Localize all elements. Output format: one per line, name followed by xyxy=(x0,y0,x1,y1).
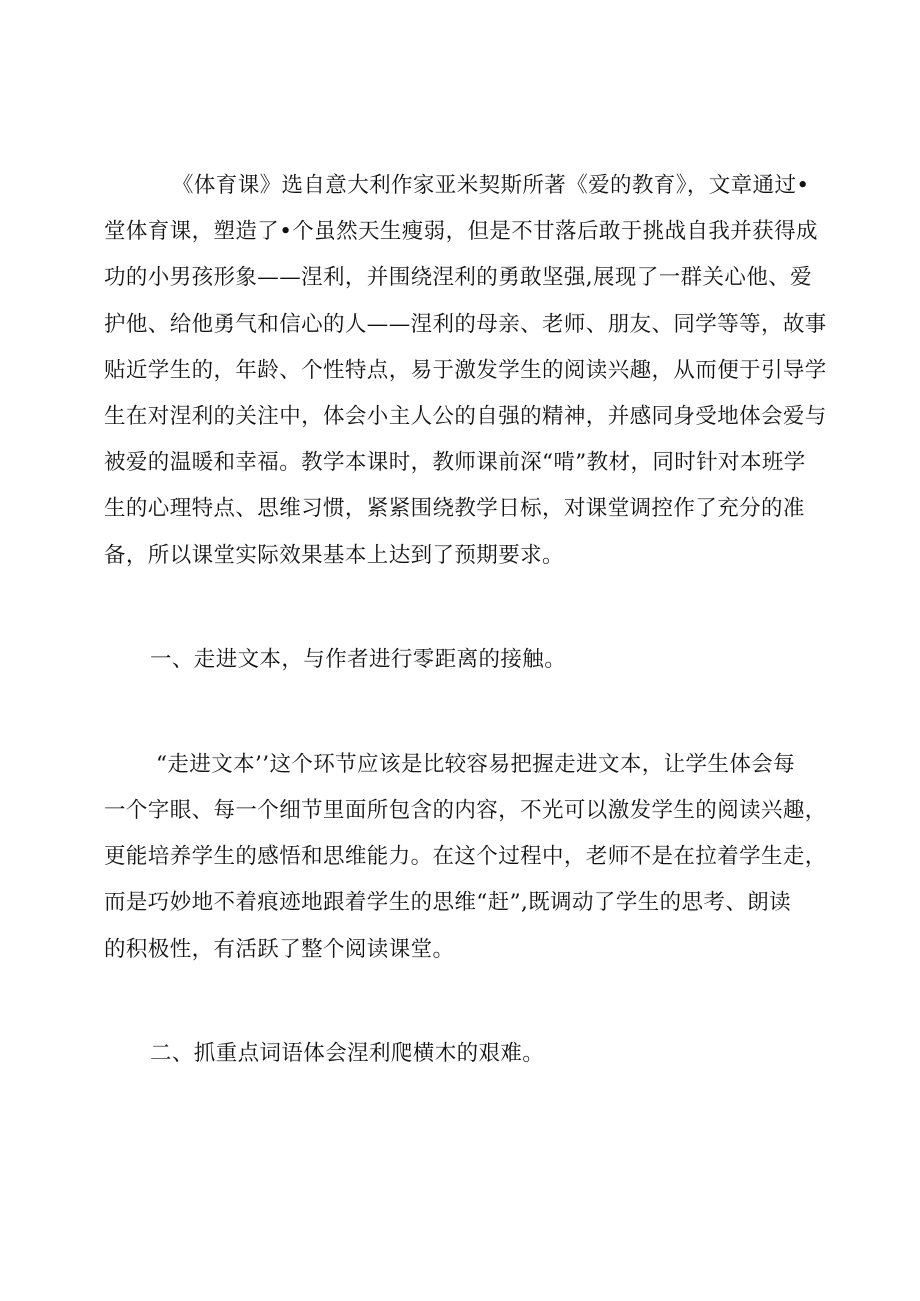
paragraph-1-line-3: 功的小男孩形象——涅利，并围绕涅利的勇敢坚强,展现了一群关心他、爱 xyxy=(104,265,813,290)
paragraph-2-line-4: 而是巧妙地不着痕迹地跟着学生的思维“赶”,既调动了学生的思考、朗读 xyxy=(104,890,792,915)
paragraph-1-line-9: 备，所以课堂实际效果基本上达到了预期要求。 xyxy=(104,543,564,568)
paragraph-2-line-2: 一个字眼、每一个细节里面所包含的内容，不光可以激发学生的阅读兴趣， xyxy=(104,798,827,823)
paragraph-2-line-1: “走进文本’’这个环节应该是比较容易把握走进文本，让学生体会每 xyxy=(156,752,796,777)
paragraph-1-line-8: 生的心理特点、思维习惯，紧紧围绕教学日标，对课堂调控作了充分的准 xyxy=(104,496,805,521)
paragraph-1-line-2: 堂体育课，塑造了•个虽然天生瘦弱，但是不甘落后敢于挑战自我并获得成 xyxy=(104,219,818,244)
paragraph-1-line-1: 《体育课》选自意大利作家亚米契斯所著《爱的教育》，文章通过• xyxy=(172,173,810,198)
paragraph-1-line-4: 护他、给他勇气和信心的人——涅利的母亲、老师、朋友、同学等等，故事 xyxy=(104,312,827,337)
paragraph-2-line-3: 更能培养学生的感悟和思维能力。在这个过程中，老师不是在拉着学生走， xyxy=(104,844,827,869)
paragraph-1-line-6: 生在对涅利的关注中，体会小主人公的自强的精神，并感同身受地体会爱与 xyxy=(104,404,827,429)
section-heading-2: 二、抓重点词语体会涅利爬横木的艰难。 xyxy=(150,1041,545,1066)
paragraph-1-line-5: 贴近学生的，年龄、个性特点，易于激发学生的阅读兴趣，从而便于引导学 xyxy=(104,358,827,383)
paragraph-1-line-7: 被爱的温暖和幸福。教学本课时，教师课前深“啃”教材，同时针对本班学 xyxy=(104,450,806,475)
section-heading-1: 一、走进文本，与作者进行零距离的接触。 xyxy=(150,647,567,672)
paragraph-2-line-5: 的积极性，有活跃了整个阅读课堂。 xyxy=(104,937,455,962)
